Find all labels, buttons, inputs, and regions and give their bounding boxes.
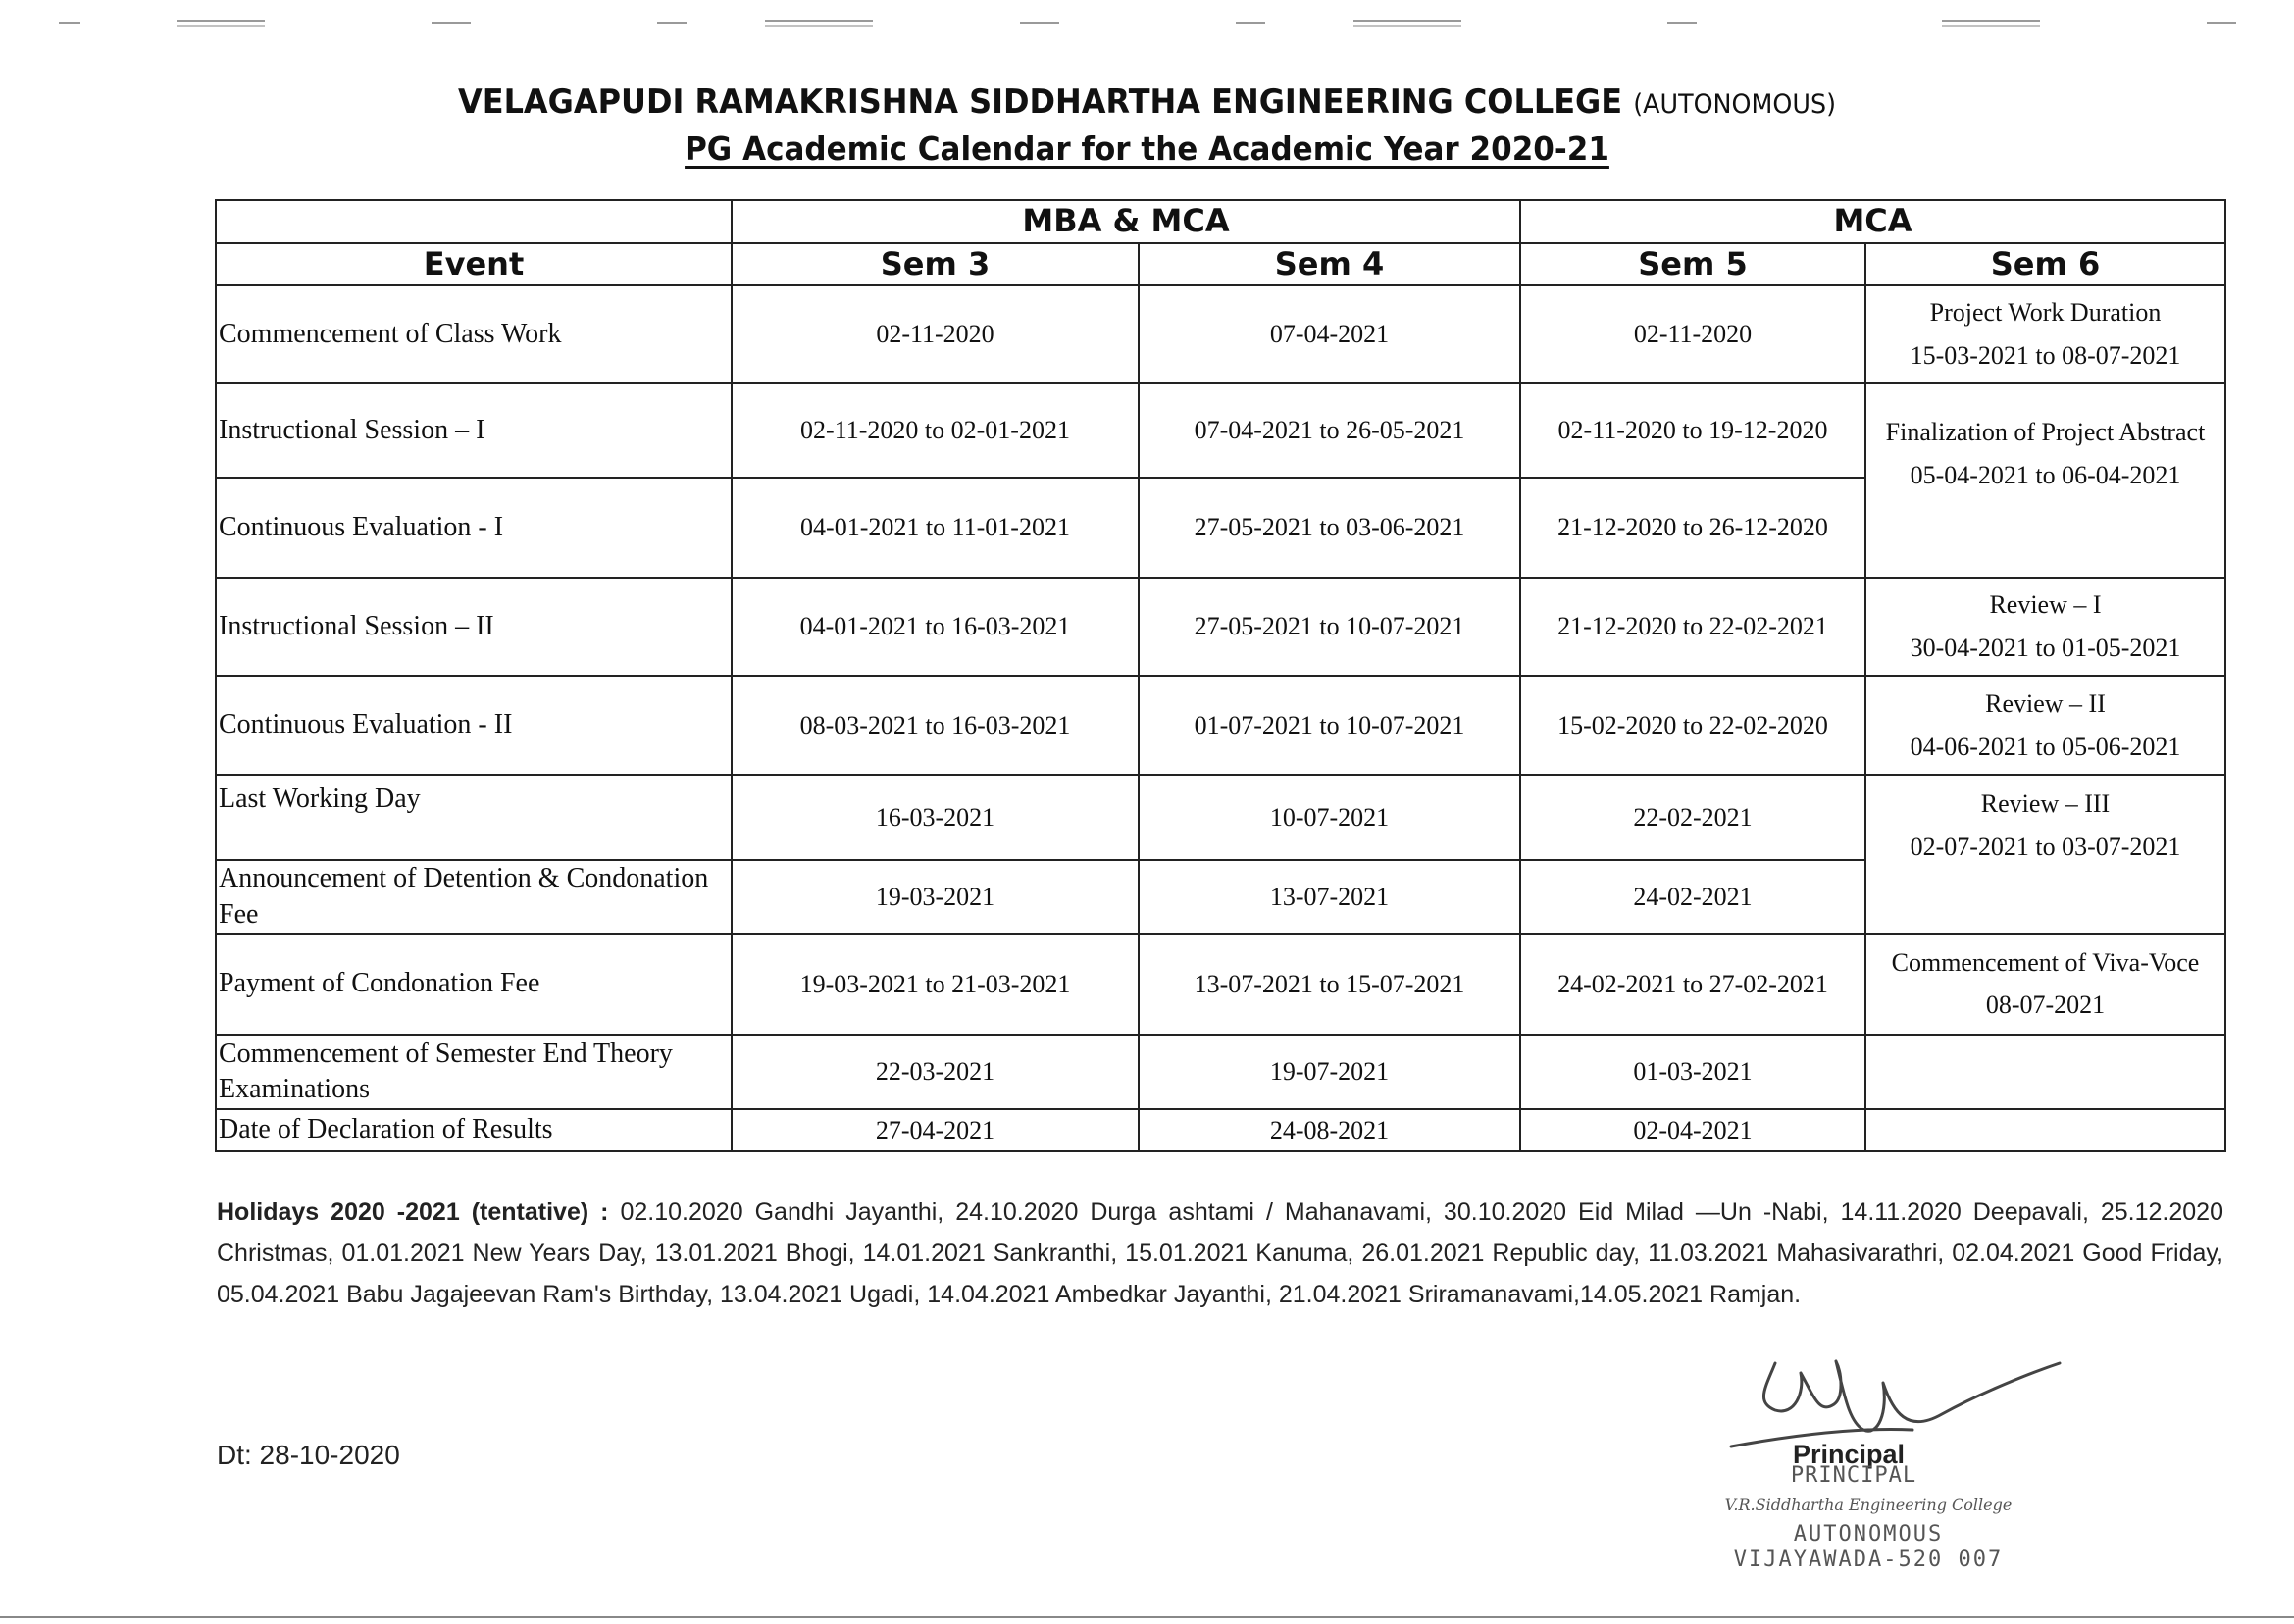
- event-name: Payment of Condonation Fee: [216, 934, 732, 1035]
- event-name: Commencement of Semester End Theory Examinations: [216, 1035, 732, 1109]
- sem5-cell: 02-11-2020: [1520, 285, 1865, 383]
- sem3-cell: 02-11-2020 to 02-01-2021: [732, 383, 1139, 478]
- sem3-cell: 02-11-2020: [732, 285, 1139, 383]
- sem3-cell: 22-03-2021: [732, 1035, 1139, 1109]
- sem6-date: 30-04-2021 to 01-05-2021: [1910, 634, 2181, 663]
- sem6-cell-empty: [1865, 1109, 2225, 1151]
- event-name: Date of Declaration of Results: [216, 1109, 732, 1151]
- sem6-cell: [1865, 285, 2225, 383]
- bottom-rule: [0, 1616, 2294, 1618]
- table-row: [216, 676, 2225, 775]
- autonomous-label: (AUTONOMOUS): [1633, 89, 1836, 120]
- group-header-mba-mca: MBA & MCA: [732, 200, 1520, 243]
- table-row: [216, 578, 2225, 676]
- sem6-title: Finalization of Project Abstract: [1885, 418, 2206, 447]
- group-header-mca: MCA: [1520, 200, 2225, 243]
- sem5-cell: 02-11-2020 to 19-12-2020: [1520, 383, 1865, 478]
- sem4-cell: 10-07-2021: [1139, 775, 1520, 860]
- sem6-date: 08-07-2021: [1985, 990, 2106, 1020]
- table-row: [216, 1035, 2225, 1109]
- college-name: VELAGAPUDI RAMAKRISHNA SIDDHARTHA ENGINEERING COLLEGE: [457, 82, 1623, 122]
- sem6-cell: [1865, 934, 2225, 1035]
- sem4-cell: 27-05-2021 to 10-07-2021: [1139, 578, 1520, 676]
- event-name: Instructional Session – I: [216, 383, 732, 478]
- event-name: Commencement of Class Work: [216, 285, 732, 383]
- scan-artifacts: [59, 18, 2236, 47]
- sem5-cell: 22-02-2021: [1520, 775, 1865, 860]
- sem6-date: 02-07-2021 to 03-07-2021: [1910, 832, 2181, 861]
- sem3-cell: 04-01-2021 to 11-01-2021: [732, 478, 1139, 578]
- sem6-cell: [1865, 578, 2225, 676]
- sem6-date: 05-04-2021 to 06-04-2021: [1910, 460, 2181, 489]
- col-header-sem6: Sem 6: [1865, 243, 2225, 286]
- table-row: [216, 934, 2225, 1035]
- sem4-cell: 07-04-2021 to 26-05-2021: [1139, 383, 1520, 478]
- blank-header-cell: [216, 200, 732, 243]
- sem3-cell: 04-01-2021 to 16-03-2021: [732, 578, 1139, 676]
- col-header-sem3: Sem 3: [732, 243, 1139, 286]
- table-row: [216, 1109, 2225, 1151]
- college-title: [69, 82, 2225, 122]
- sem5-cell: 21-12-2020 to 26-12-2020: [1520, 478, 1865, 578]
- sem6-title: Review – I: [1989, 590, 2102, 620]
- sem3-cell: 27-04-2021: [732, 1109, 1139, 1151]
- sem5-cell: 24-02-2021: [1520, 860, 1865, 934]
- event-name: Continuous Evaluation - II: [216, 676, 732, 775]
- sem4-cell: 07-04-2021: [1139, 285, 1520, 383]
- col-header-sem4: Sem 4: [1139, 243, 1520, 286]
- table-row: [216, 775, 2225, 860]
- sem4-cell: 19-07-2021: [1139, 1035, 1520, 1109]
- sem6-title: Review – III: [1980, 789, 2111, 819]
- col-header-event: Event: [216, 243, 732, 286]
- sem4-cell: 24-08-2021: [1139, 1109, 1520, 1151]
- sem5-cell: 24-02-2021 to 27-02-2021: [1520, 934, 1865, 1035]
- sem5-cell: 02-04-2021: [1520, 1109, 1865, 1151]
- event-name: Last Working Day: [216, 775, 732, 860]
- sem6-cell: [1865, 676, 2225, 775]
- event-name: Announcement of Detention & Condonation Fee: [216, 860, 732, 934]
- sem4-cell: 27-05-2021 to 03-06-2021: [1139, 478, 1520, 578]
- sem6-cell: [1865, 775, 2225, 934]
- principal-label: Principal: [1793, 1440, 1906, 1469]
- sem6-title: Commencement of Viva-Voce: [1891, 947, 2200, 977]
- stamp-line-principal: PRINCIPAL: [1790, 1463, 1917, 1488]
- sem6-title: Review – II: [1985, 688, 2106, 718]
- holidays-paragraph: [217, 1192, 2223, 1315]
- sem5-cell: 21-12-2020 to 22-02-2021: [1520, 578, 1865, 676]
- sem3-cell: 19-03-2021: [732, 860, 1139, 934]
- table-row: [216, 285, 2225, 383]
- sem3-cell: 19-03-2021 to 21-03-2021: [732, 934, 1139, 1035]
- sem6-date: 04-06-2021 to 05-06-2021: [1910, 732, 2181, 761]
- table-row: [216, 383, 2225, 478]
- col-header-sem5: Sem 5: [1520, 243, 1865, 286]
- stamp-line-college: V.R.Siddhartha Engineering College: [1724, 1496, 2013, 1514]
- sem6-title: Project Work Duration: [1929, 298, 2162, 328]
- academic-calendar-table: [215, 199, 2226, 1152]
- sem4-cell: 13-07-2021 to 15-07-2021: [1139, 934, 1520, 1035]
- stamp-line-autonomous: AUTONOMOUS: [1793, 1522, 1944, 1547]
- sem4-cell: 01-07-2021 to 10-07-2021: [1139, 676, 1520, 775]
- column-header-row: [216, 243, 2225, 286]
- sem5-cell: 01-03-2021: [1520, 1035, 1865, 1109]
- sem6-cell-empty: [1865, 1035, 2225, 1109]
- event-name: Continuous Evaluation - I: [216, 478, 732, 578]
- event-name: Instructional Session – II: [216, 578, 732, 676]
- sem5-cell: 15-02-2020 to 22-02-2020: [1520, 676, 1865, 775]
- holidays-list: 02.10.2020 Gandhi Jayanthi, 24.10.2020 Durga ashtami / Mahanavami, 30.10.2020 Eid Milad —Un -Nabi, 14.11.2020 Deepavali, 25.12.2020 Christmas, 01.01.2021 New Years Day, 13.01.2021 Bhogi, 14.01.2021 Sankranthi, 15.01.2021 Kanuma, 26.01.2021 Republic day, 11.03.2021 Mahasivarathri, 02.04.2021 Good Friday, 05.04.2021 Babu Jagajeevan Ram's Birthday, 13.04.2021 Ugadi, 14.04.2021 Ambedkar Jayanthi, 21.04.2021 Sriramanavami,14.05.2021 Ramjan.: [217, 1198, 2223, 1308]
- stamp-line-city: VIJAYAWADA-520 007: [1733, 1548, 2004, 1572]
- holidays-label: Holidays 2020 -2021 (tentative) :: [217, 1198, 609, 1226]
- issue-date: Dt: 28-10-2020: [217, 1440, 400, 1470]
- sem3-cell: 16-03-2021: [732, 775, 1139, 860]
- calendar-subtitle: PG Academic Calendar for the Academic Year 2020-21: [685, 129, 1609, 168]
- sem6-date: 15-03-2021 to 08-07-2021: [1910, 341, 2181, 371]
- sem6-cell: [1865, 383, 2225, 578]
- sem3-cell: 08-03-2021 to 16-03-2021: [732, 676, 1139, 775]
- group-header-row: [216, 200, 2225, 243]
- sem4-cell: 13-07-2021: [1139, 860, 1520, 934]
